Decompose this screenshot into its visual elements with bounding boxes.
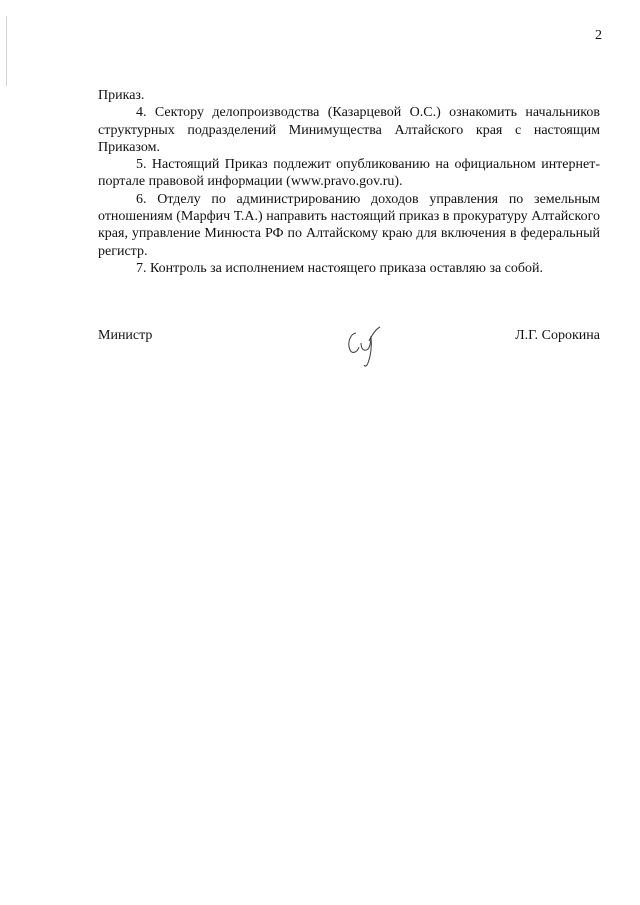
handwritten-signature bbox=[344, 321, 388, 371]
document-body bbox=[98, 87, 600, 277]
position-title: Министр bbox=[98, 328, 153, 343]
paragraph-5: 5. Настоящий Приказ подлежит опубликованию на официальном интернет-портале правовой информации (www.pravo.gov.ru). bbox=[98, 157, 600, 190]
signature-block bbox=[98, 327, 600, 377]
paragraph-6: 6. Отделу по администрированию доходов управления по земельным отношениям (Марфич Т.А.) направить настоящий приказ в прокуратуру Алтайского края, управление Минюста РФ по Алтайскому краю для включения в федеральный регистр. bbox=[98, 191, 600, 259]
paragraph-continuation: Приказ. bbox=[98, 88, 145, 103]
paragraph-4: 4. Сектору делопроизводства (Казарцевой О.С.) ознакомить начальников структурных подразделений Минимущества Алтайского края с настоящим Приказом. bbox=[98, 105, 600, 155]
signer-name: Л.Г. Сорокина bbox=[515, 328, 600, 343]
paragraph-7: 7. Контроль за исполнением настоящего приказа оставляю за собой. bbox=[136, 260, 544, 276]
margin-line bbox=[6, 16, 7, 86]
page-number: 2 bbox=[595, 28, 602, 43]
